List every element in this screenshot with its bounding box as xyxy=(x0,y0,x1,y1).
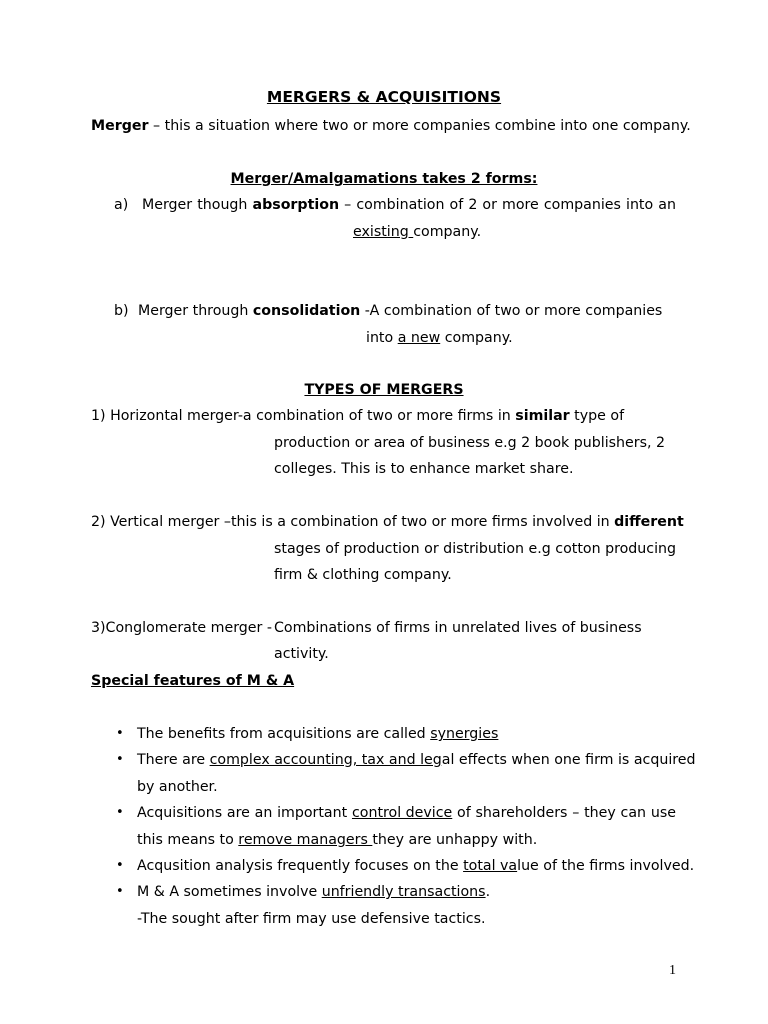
bullet3-text: they are unhappy with. xyxy=(372,832,538,848)
form-a-word: Merger xyxy=(142,197,193,213)
form-a-bold-term: absorption xyxy=(252,197,340,213)
type1-line2: production or area of business e.g 2 book publishers, 2 xyxy=(274,435,666,451)
form-b-bold-term: consolidation xyxy=(252,303,361,319)
bullet4-text: Acqusition analysis frequently focuses on the xyxy=(137,858,464,874)
type1-text: 1) Horizontal merger-a combination of two or more firms in xyxy=(91,408,516,424)
form-b-text: into xyxy=(366,330,398,346)
form-a-word: an xyxy=(658,197,676,213)
feature-bullet-4 xyxy=(137,857,694,875)
bullet3-word: are xyxy=(226,805,250,821)
form-b-line2 xyxy=(366,329,513,347)
feature-bullet-1 xyxy=(137,725,498,743)
form-b-marker: b) xyxy=(114,303,129,319)
feature-bullet-5 xyxy=(137,883,490,901)
merger-term: Merger xyxy=(91,118,149,134)
type2-line2: stages of production or distribution e.g cotton producing xyxy=(274,541,677,557)
bullet-marker: • xyxy=(116,726,124,741)
bullet4-underlined: total va xyxy=(463,858,518,874)
type1-text: type of xyxy=(569,408,625,424)
bullet3-word: of xyxy=(457,805,471,821)
features-heading: Special features of M & A xyxy=(91,673,295,689)
bullet3-word: Acquisitions xyxy=(137,805,223,821)
forms-heading: Merger/Amalgamations takes 2 forms: xyxy=(230,171,538,187)
type3-line1: Combinations of firms in unrelated lives of business xyxy=(274,620,642,636)
bullet1-text: The benefits from acquisitions are called xyxy=(137,726,431,742)
bullet-marker: • xyxy=(116,884,124,899)
page-title: MERGERS & ACQUISITIONS xyxy=(266,88,502,106)
type3-label: 3)Conglomerate merger - xyxy=(91,620,272,636)
form-a-marker: a) xyxy=(114,197,129,213)
bullet3-word: shareholders xyxy=(475,805,568,821)
form-b-underlined: a new xyxy=(397,330,441,346)
form-a-underlined: existing xyxy=(353,224,414,240)
bullet5-text: M & A sometimes involve xyxy=(137,884,322,900)
form-a-line1 xyxy=(142,196,676,214)
form-b-line1 xyxy=(138,302,662,320)
feature-bullet-3-line2 xyxy=(137,831,537,849)
type3-line2: activity. xyxy=(274,646,329,662)
bullet4-text: lue of the firms involved. xyxy=(517,858,695,874)
form-a-word: combination xyxy=(356,197,445,213)
type1-line3: colleges. This is to enhance market share. xyxy=(274,461,574,477)
bullet5-underlined: unfriendly transactions xyxy=(321,884,486,900)
form-a-word: or xyxy=(482,197,497,213)
form-a-word: into xyxy=(626,197,654,213)
bullet2-text: al effects when one firm is acquired xyxy=(441,752,696,768)
form-a-word: – xyxy=(344,197,352,213)
type1-line1 xyxy=(91,407,624,425)
form-a-word: companies xyxy=(543,197,621,213)
type1-bold-term: similar xyxy=(515,408,570,424)
bullet1-underlined: synergies xyxy=(430,726,499,742)
feature-bullet-3 xyxy=(137,804,676,822)
bullet5-text: . xyxy=(485,884,491,900)
merger-definition-text: – this a situation where two or more companies combine into one company. xyxy=(148,118,691,134)
bullet-marker: • xyxy=(116,805,124,820)
bullet3-word: use xyxy=(650,805,676,821)
form-b-text: -A combination of two or more companies xyxy=(360,303,663,319)
page-number: 1 xyxy=(669,963,676,978)
form-a-word: more xyxy=(502,197,539,213)
bullet3-underlined: remove managers xyxy=(238,832,373,848)
bullet3-text: this means to xyxy=(137,832,239,848)
feature-bullet-5-line2: -The sought after firm may use defensive tactics. xyxy=(137,911,486,927)
bullet-marker: • xyxy=(116,858,124,873)
form-b-text: company. xyxy=(440,330,513,346)
bullet3-word: can xyxy=(620,805,647,821)
form-a-line2 xyxy=(353,223,481,241)
bullet3-word: important xyxy=(277,805,348,821)
bullet3-word: an xyxy=(254,805,273,821)
type2-bold-term: different xyxy=(614,514,684,530)
form-a-word: of xyxy=(449,197,464,213)
form-a-line2-text: company. xyxy=(413,224,482,240)
bullet-marker: • xyxy=(116,752,124,767)
bullet3-word: they xyxy=(584,805,616,821)
bullet3-underlined: control device xyxy=(351,805,453,821)
form-a-word: though xyxy=(197,197,248,213)
bullet2-text: There are xyxy=(137,752,210,768)
form-a-word: 2 xyxy=(468,197,478,213)
type2-line3: firm & clothing company. xyxy=(274,567,452,583)
type2-text: 2) Vertical merger –this is a combination of two or more firms involved in xyxy=(91,514,615,530)
types-heading: TYPES OF MERGERS xyxy=(304,382,464,398)
feature-bullet-2-line2: by another. xyxy=(137,779,218,795)
bullet3-word: – xyxy=(572,805,580,821)
type2-line1 xyxy=(91,513,684,531)
merger-definition xyxy=(91,117,691,135)
bullet2-underlined: complex accounting, tax and leg xyxy=(209,752,442,768)
feature-bullet-2 xyxy=(137,751,696,769)
form-b-text: Merger through xyxy=(138,303,253,319)
